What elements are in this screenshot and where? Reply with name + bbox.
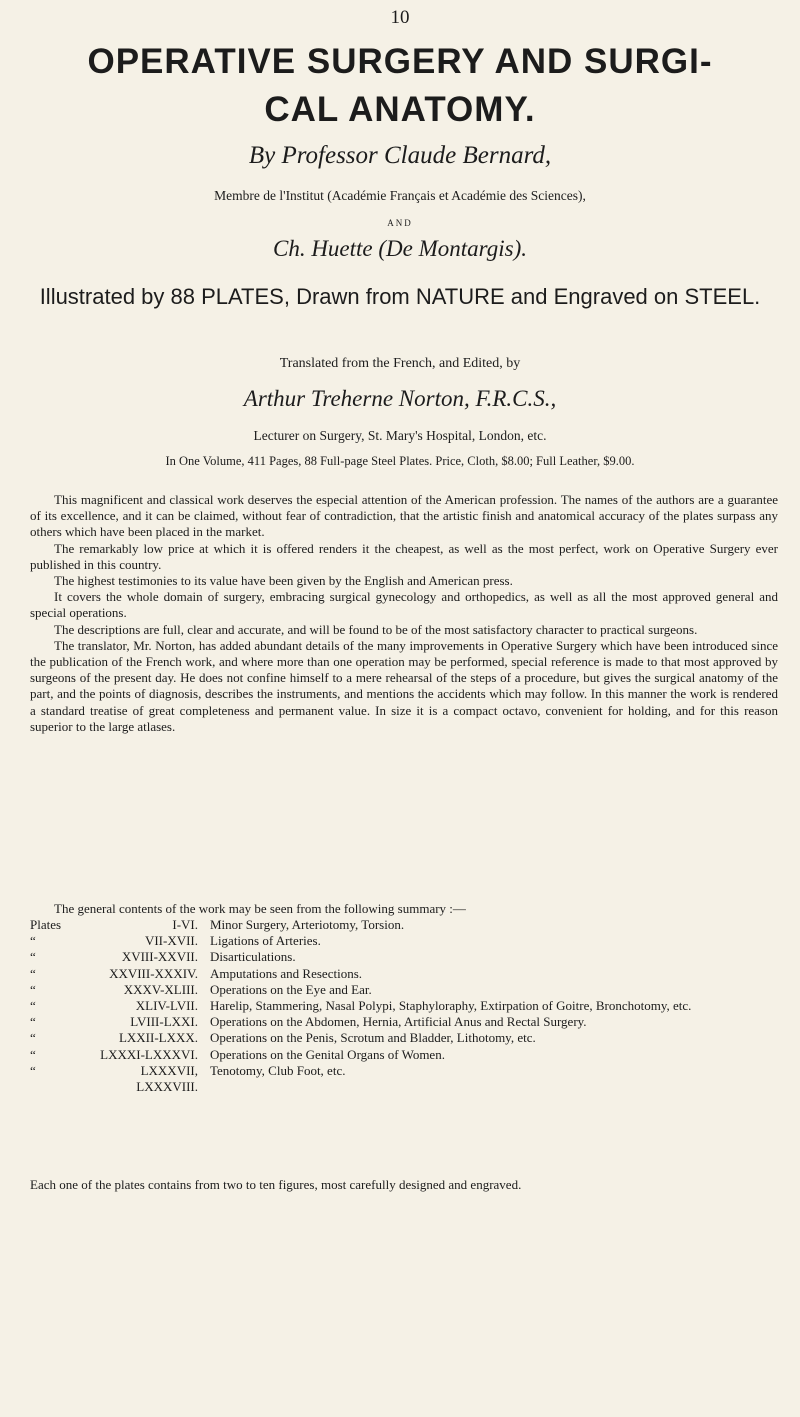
plate-label: “ [30, 1030, 36, 1046]
plate-label: “ [30, 1062, 36, 1078]
plate-desc: Operations on the Abdomen, Hernia, Artificial Anus and Rectal Surgery. [210, 1014, 587, 1030]
coauthor: Ch. Huette (De Montargis). [272, 236, 528, 261]
plate-label: “ [30, 981, 36, 997]
plates-list [30, 917, 778, 1095]
author: By Professor Claude Bernard, [248, 142, 552, 169]
summary-intro [30, 901, 778, 917]
plate-desc: Ligations of Arteries. [210, 933, 321, 949]
editor-position: Lecturer on Surgery, St. Mary's Hospital, London, etc. [253, 428, 547, 443]
plate-desc: Operations on the Genital Organs of Women. [210, 1046, 445, 1062]
plate-label: “ [30, 1046, 36, 1062]
plate-range: XVIII-XXVII. [121, 949, 198, 965]
paragraph: The descriptions are full, clear and accurate, and will be found to be of the most satisfactory character to practical surgeons. [54, 621, 698, 637]
author-affiliation: Membre de l'Institut (Académie Français et Académie des Sciences), [214, 188, 586, 203]
editor: Arthur Treherne Norton, F.R.C.S., [243, 386, 557, 411]
plate-row [30, 933, 778, 949]
paragraph: The translator, Mr. Norton, has added abundant details of the many improvements in Operative Surgery which have been introduced since the publication of the French work, and where more than one operation may be performed, special reference is made to that most approved by surgeons of the present day. He does not confine himself to a mere rehearsal of the steps of a procedure, but gives the surgical anatomy of the part, and the points of diagnosis, describes the instruments, and mentions the accidents which may follow. In this manner the work is rendered a standard treatise of great completeness and permanent value. In size it is a compact octavo, convenient for holding, and for this reason superior to the large atlases. [30, 637, 778, 734]
paragraph: This magnificent and classical work deserves the especial attention of the American profession. The names of the authors are a guarantee of its excellence, and it can be claimed, without fear of contradiction, that the artistic finish and anatomical accuracy of the plates surpass any others which have been placed in the market. [30, 492, 778, 540]
summary-intro-text: The general contents of the work may be seen from the following summary :— [54, 901, 466, 916]
plate-range: I-VI. [172, 917, 198, 932]
page-number: 10 [390, 7, 410, 28]
volume-price-info: In One Volume, 411 Pages, 88 Full-page Steel Plates. Price, Cloth, $8.00; Full Leather, $9.00. [165, 454, 635, 468]
plate-label: “ [30, 1014, 36, 1030]
plate-label: “ [30, 965, 36, 981]
plate-range: XXVIII-XXXIV. [109, 965, 198, 981]
plate-range: LXXII-LXXX. [118, 1030, 198, 1046]
plate-row [30, 966, 778, 982]
plate-row [30, 949, 778, 965]
plate-row [30, 1047, 778, 1063]
plate-label: “ [30, 933, 36, 949]
plate-label: “ [30, 949, 36, 965]
plate-desc: Disarticulations. [210, 949, 296, 965]
and-separator: AND [387, 218, 413, 228]
plate-desc: Harelip, Stammering, Nasal Polypi, Staphyloraphy, Extirpation of Goitre, Bronchotomy, etc. [210, 998, 692, 1014]
plate-range: XXXV-XLIII. [123, 981, 198, 997]
paragraph: It covers the whole domain of surgery, embracing surgical gynecology and orthopedics, as well as all the most approved general and special operations. [30, 589, 778, 621]
plate-range: LXXXI-LXXXVI. [100, 1046, 198, 1062]
plate-range: XLIV-LVII. [135, 998, 198, 1014]
plate-range: LVIII-LXXI. [130, 1014, 198, 1030]
illustration-note: Illustrated by 88 PLATES, Drawn from NATURE and Engraved on STEEL. [39, 284, 761, 309]
paragraph: The remarkably low price at which it is offered renders it the cheapest, as well as the most perfect, work on Operative Surgery ever published in this country. [30, 540, 778, 572]
book-title-line-2: CAL ANATOMY. [264, 90, 536, 129]
plate-desc: Amputations and Resections. [210, 965, 363, 981]
plate-label: Plates [30, 917, 62, 932]
plate-row [30, 1030, 778, 1046]
plate-row [30, 1014, 778, 1030]
plate-row [30, 998, 778, 1014]
plate-desc: Tenotomy, Club Foot, etc. [210, 1062, 346, 1078]
plate-desc: Operations on the Penis, Scrotum and Bladder, Lithotomy, etc. [210, 1030, 536, 1046]
plate-desc: Operations on the Eye and Ear. [210, 981, 372, 997]
paragraph: The highest testimonies to its value have been given by the English and American press. [54, 573, 513, 589]
plate-label: “ [30, 998, 36, 1014]
book-title-line-1: OPERATIVE SURGERY AND SURGI- [87, 42, 713, 81]
plate-row [30, 982, 778, 998]
plate-desc: Minor Surgery, Arteriotomy, Torsion. [210, 917, 405, 932]
plate-row [30, 917, 778, 933]
closing-note: Each one of the plates contains from two to ten figures, most carefully designed and engraved. [30, 1177, 522, 1192]
description-body [30, 492, 778, 735]
translation-note: Translated from the French, and Edited, by [279, 356, 521, 371]
book-title [0, 38, 800, 134]
plate-row [30, 1063, 778, 1095]
plate-range: LXXXVII, LXXXVIII. [136, 1062, 198, 1095]
plate-range: VII-XVII. [144, 933, 198, 949]
